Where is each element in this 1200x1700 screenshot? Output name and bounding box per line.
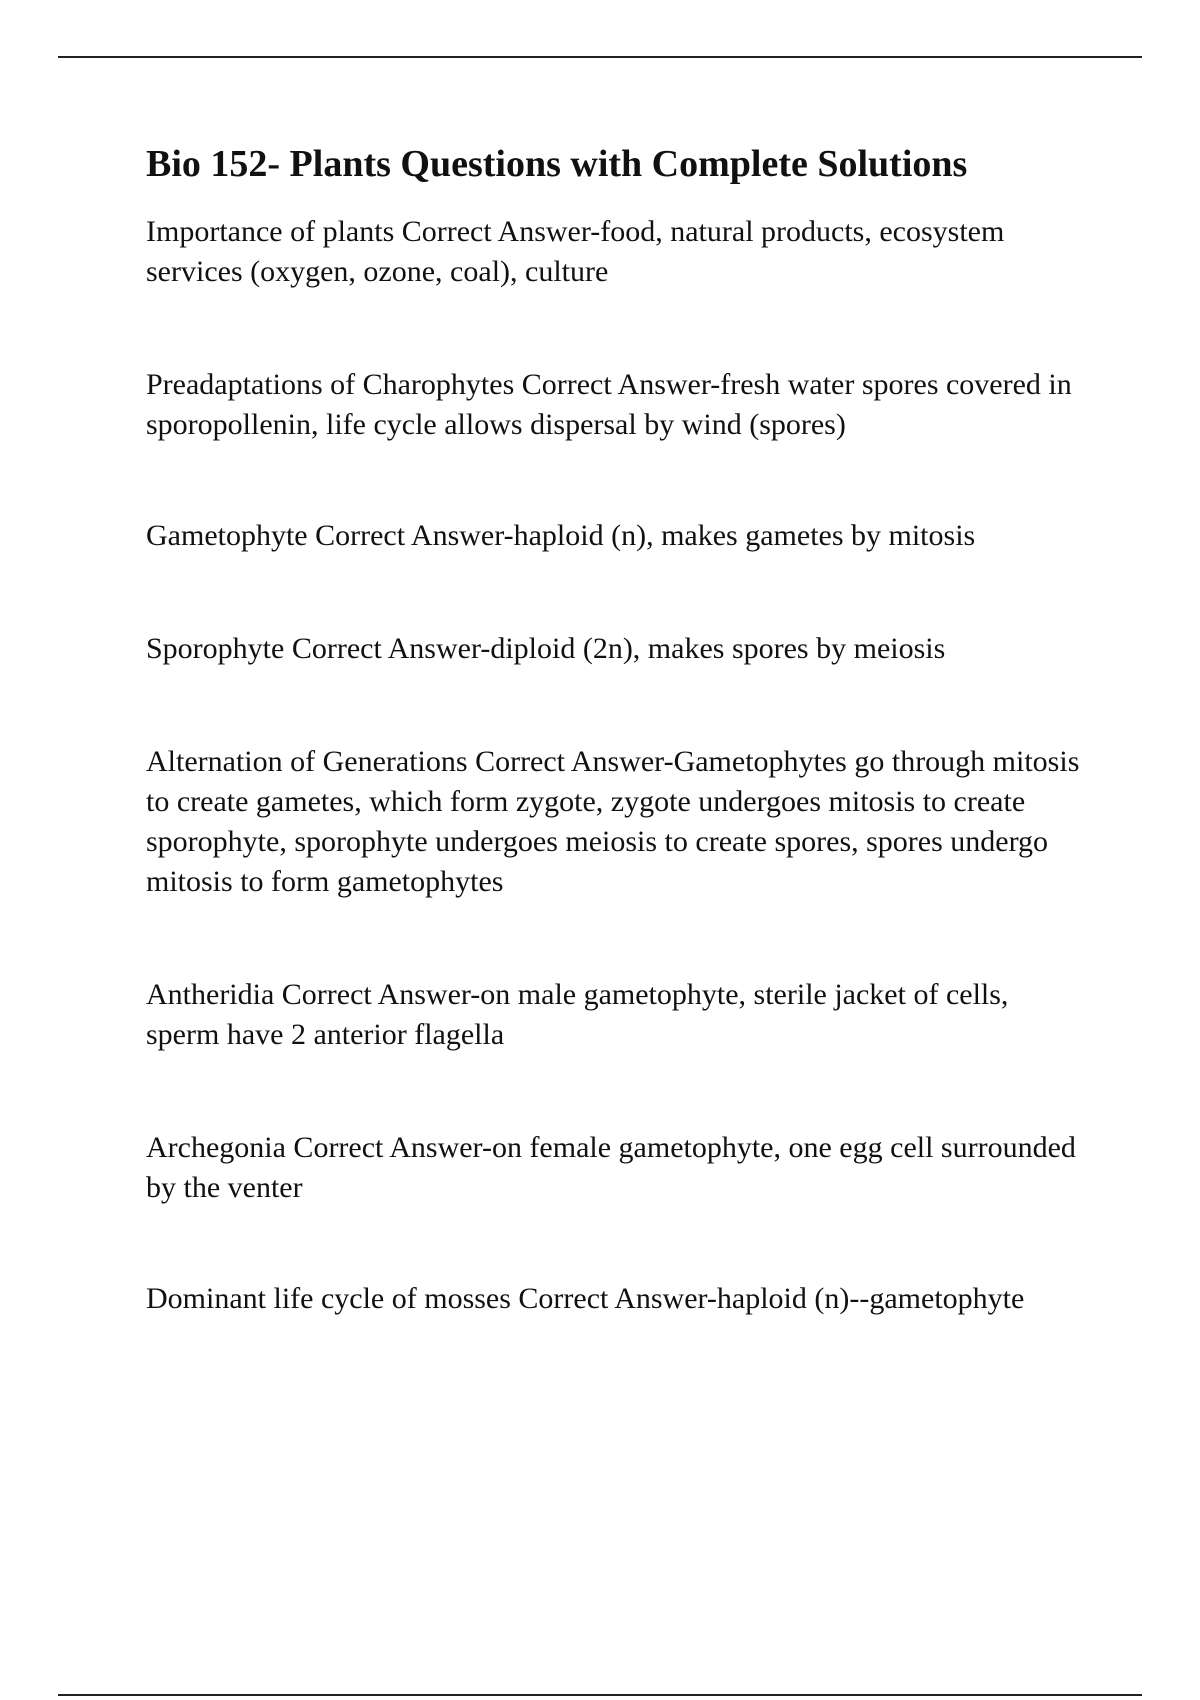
top-divider — [58, 56, 1142, 58]
qa-entry-sporophyte: Sporophyte Correct Answer-diploid (2n), makes spores by meiosis — [146, 632, 946, 665]
qa-entry-dominant-life-cycle-of-mosses: Dominant life cycle of mosses Correct Answer-haploid (n)--gametophyte — [146, 1282, 1025, 1315]
bottom-divider — [58, 1694, 1142, 1696]
qa-entry-alternation-of-generations: Alternation of Generations Correct Answer-Gametophytes go through mitosis to create gametes, which form zygote, zygote undergoes mitosis to create sporophyte, sporophyte undergoes meiosis to create spores, spores undergo mitosis to form gametophytes — [146, 745, 1080, 898]
qa-entry-archegonia: Archegonia Correct Answer-on female gametophyte, one egg cell surrounded by the venter — [146, 1131, 1076, 1204]
qa-entry-antheridia: Antheridia Correct Answer-on male gametophyte, sterile jacket of cells, sperm have 2 anterior flagella — [146, 978, 1009, 1051]
qa-entry-gametophyte: Gametophyte Correct Answer-haploid (n), makes gametes by mitosis — [146, 519, 976, 552]
qa-entry-importance-of-plants: Importance of plants Correct Answer-food, natural products, ecosystem services (oxygen, ozone, coal), culture — [146, 215, 1005, 288]
document-title: Bio 152- Plants Questions with Complete Solutions — [146, 143, 968, 185]
qa-entry-preadaptations-of-charophytes: Preadaptations of Charophytes Correct Answer-fresh water spores covered in sporopollenin, life cycle allows dispersal by wind (spores) — [146, 368, 1072, 441]
